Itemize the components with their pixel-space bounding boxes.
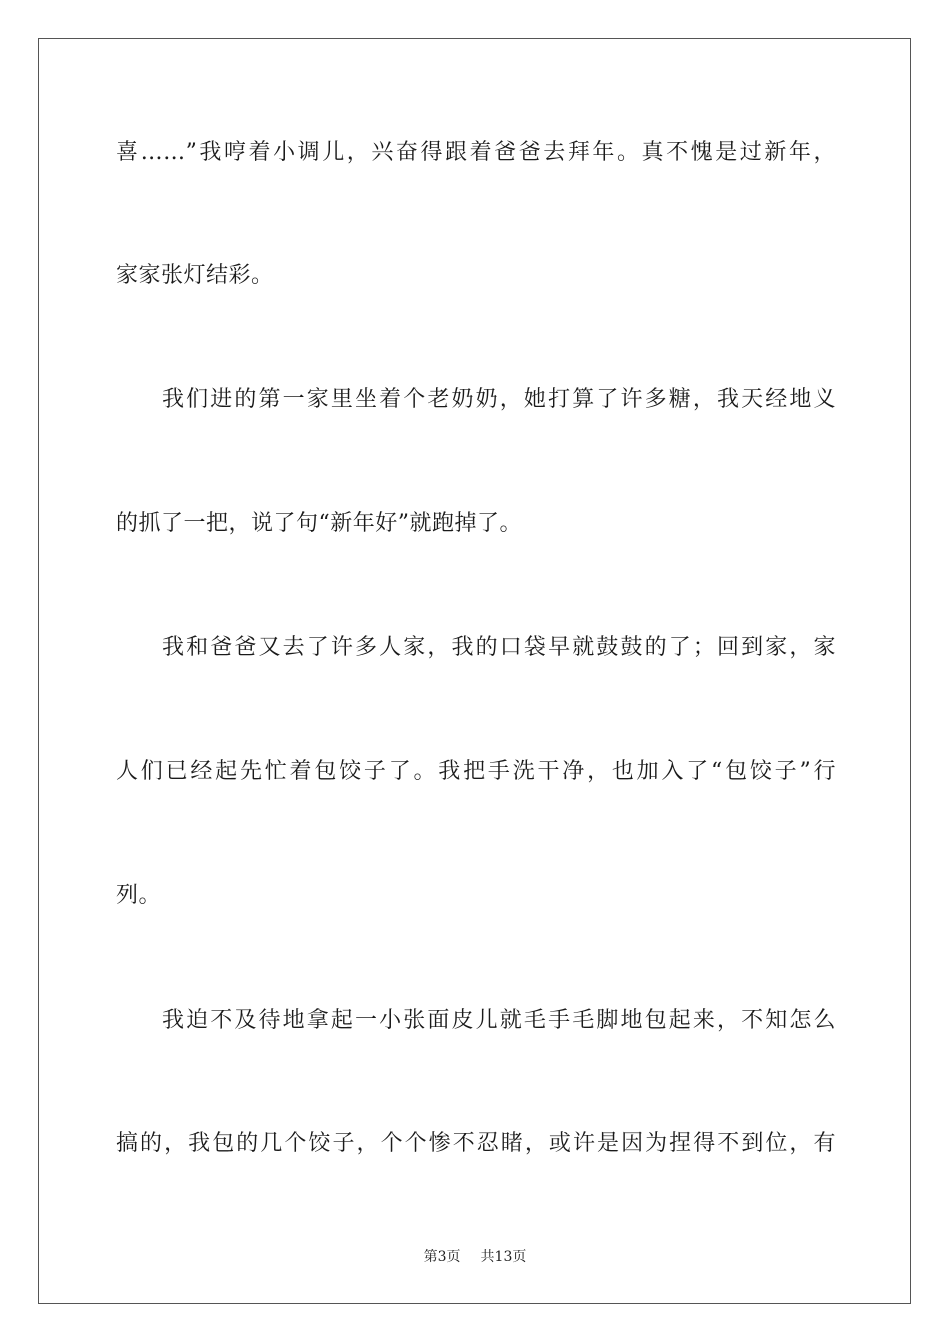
paragraph-3-line-2: 人们已经起先忙着包饺子了。我把手洗干净，也加入了“包饺子”行 <box>116 759 836 784</box>
text-line-2: 家家张灯结彩。 <box>116 263 274 288</box>
page-footer <box>0 1247 950 1267</box>
page-border <box>38 38 911 1304</box>
paragraph-3-line-3: 列。 <box>116 883 162 908</box>
page-number: 第3页 <box>423 1249 461 1265</box>
paragraph-2-line-2: 的抓了一把，说了句“新年好”就跑掉了。 <box>116 511 522 536</box>
text-line-1: 喜……”我哼着小调儿，兴奋得跟着爸爸去拜年。真不愧是过新年， <box>116 140 836 165</box>
paragraph-4-line-2: 搞的，我包的几个饺子，个个惨不忍睹，或许是因为捏得不到位，有 <box>116 1131 836 1156</box>
total-pages: 共13页 <box>480 1249 527 1265</box>
paragraph-4-line-1: 我迫不及待地拿起一小张面皮儿就毛手毛脚地包起来，不知怎么 <box>162 1008 836 1033</box>
paragraph-2-line-1: 我们进的第一家里坐着个老奶奶，她打算了许多糖，我天经地义 <box>162 387 836 412</box>
paragraph-3-line-1: 我和爸爸又去了许多人家，我的口袋早就鼓鼓的了；回到家，家 <box>162 635 836 660</box>
